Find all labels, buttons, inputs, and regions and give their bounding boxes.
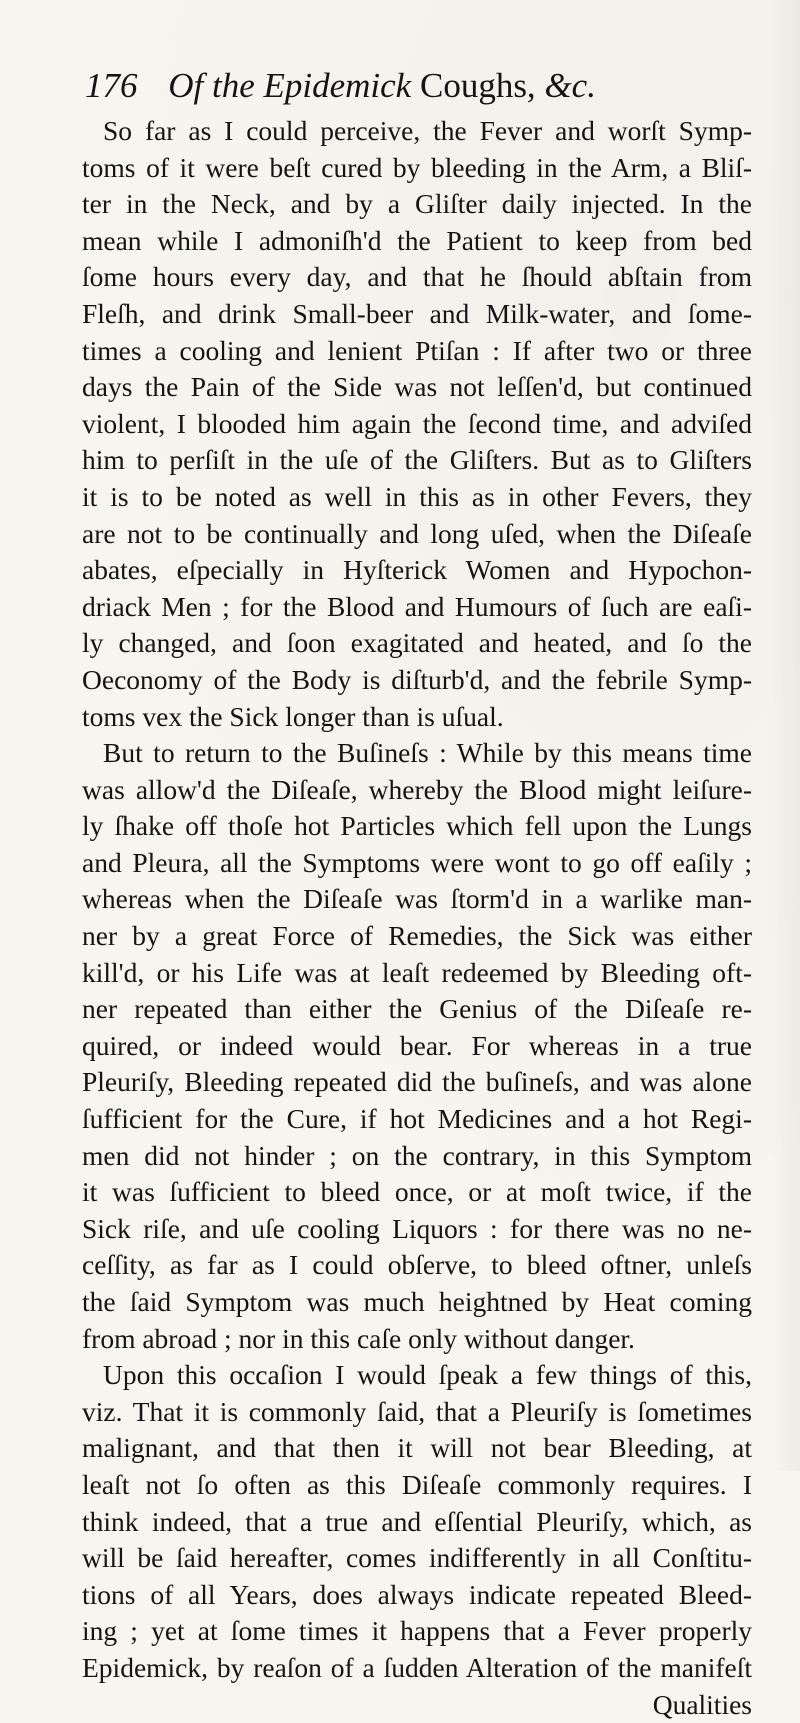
text-line: ing ; yet at ſome times it happens that a Fever properly <box>82 1615 752 1647</box>
text-line: ly changed, and ſoon exagitated and heated, and ſo the <box>82 627 752 659</box>
text-line: him to perſiſt in the uſe of the Gliſters. But as to Gliſters <box>82 444 752 476</box>
text-line: leaſt not ſo often as this Diſeaſe commonly requires. I <box>82 1468 752 1500</box>
text-line: Sick riſe, and uſe cooling Liquors : for there was no ne- <box>82 1212 752 1244</box>
text-line: ceſſity, as far as I could obſerve, to bleed oftner, unleſs <box>82 1249 752 1281</box>
text-line: toms of it were beſt cured by bleeding in the Arm, a Bliſ- <box>82 151 752 183</box>
text-line: toms vex the Sick longer than is uſual. <box>82 700 504 732</box>
body-text <box>82 113 752 1723</box>
text-line: quired, or indeed would bear. For whereas in a true <box>82 1029 752 1061</box>
text-line: Oeconomy of the Body is diſturb'd, and the febrile Symp- <box>82 663 752 695</box>
running-title-roman: Coughs, <box>419 66 536 105</box>
text-line: Pleuriſy, Bleeding repeated did the buſineſs, and was alone <box>82 1066 752 1098</box>
catchword: Qualities <box>652 1688 752 1720</box>
text-line: kill'd, or his Life was at leaſt redeemed by Bleeding oft- <box>82 956 752 988</box>
text-line: times a cooling and lenient Ptiſan : If after two or three <box>82 334 752 366</box>
text-line: Fleſh, and drink Small-beer and Milk-water, and ſome- <box>82 297 752 329</box>
running-title-etc: &c. <box>544 66 596 105</box>
running-header <box>85 64 735 108</box>
text-line: ſome hours every day, and that he ſhould abſtain from <box>82 261 752 293</box>
text-line: from abroad ; nor in this caſe only without danger. <box>82 1322 635 1354</box>
text-line: and Pleura, all the Symptoms were wont to go off eaſily ; <box>82 846 752 878</box>
text-line: ter in the Neck, and by a Gliſter daily injected. In the <box>82 188 752 220</box>
page-edge-shadow <box>770 0 800 1471</box>
text-line: men did not hinder ; on the contrary, in this Symptom <box>82 1139 752 1171</box>
text-line: So far as I could perceive, the Fever and worſt Symp- <box>103 115 752 146</box>
text-line: ner repeated than either the Genius of the Diſeaſe re- <box>82 993 752 1025</box>
text-line: it was ſufficient to bleed once, or at moſt twice, if the <box>82 1176 752 1208</box>
text-line: ſufficient for the Cure, if hot Medicines and a hot Regi- <box>82 1103 752 1135</box>
text-line: days the Pain of the Side was not leſſen'd, but continued <box>82 371 752 403</box>
text-line: Upon this occaſion I would ſpeak a few things of this, <box>103 1359 752 1391</box>
page-number: 176 <box>85 66 138 105</box>
text-line: violent, I blooded him again the ſecond time, and adviſed <box>82 407 752 439</box>
text-line: ner by a great Force of Remedies, the Sick was either <box>82 920 752 952</box>
text-line: abates, eſpecially in Hyſterick Women and Hypochon- <box>82 554 752 586</box>
text-line: But to return to the Buſineſs : While by this means time <box>103 737 752 769</box>
text-line: are not to be continually and long uſed, when the Diſeaſe <box>82 517 752 549</box>
text-line: was allow'd the Diſeaſe, whereby the Blood might leiſure- <box>82 773 752 805</box>
text-line: ly ſhake off thoſe hot Particles which fell upon the Lungs <box>82 810 752 842</box>
text-line: think indeed, that a true and eſſential Pleuriſy, which, as <box>82 1505 752 1537</box>
text-line: Epidemick, by reaſon of a ſudden Alteration of the manifeſt <box>82 1651 752 1683</box>
text-line: tions of all Years, does always indicate repeated Bleed- <box>82 1578 752 1610</box>
running-title-italic: Of the Epidemick <box>168 66 412 105</box>
text-line: the ſaid Symptom was much heightned by Heat coming <box>82 1286 752 1317</box>
text-line: mean while I admoniſh'd the Patient to keep from bed <box>82 224 752 256</box>
text-line: will be ſaid hereafter, comes indifferently in all Conſtitu- <box>82 1542 752 1574</box>
text-line: driack Men ; for the Blood and Humours of ſuch are eaſi- <box>82 590 752 622</box>
text-line: malignant, and that then it will not bear Bleeding, at <box>82 1432 752 1464</box>
text-line: it is to be noted as well in this as in other Fevers, they <box>82 480 752 512</box>
text-line: viz. That it is commonly ſaid, that a Pleuriſy is ſometimes <box>82 1395 752 1427</box>
text-line: whereas when the Diſeaſe was ſtorm'd in a warlike man- <box>82 883 752 915</box>
